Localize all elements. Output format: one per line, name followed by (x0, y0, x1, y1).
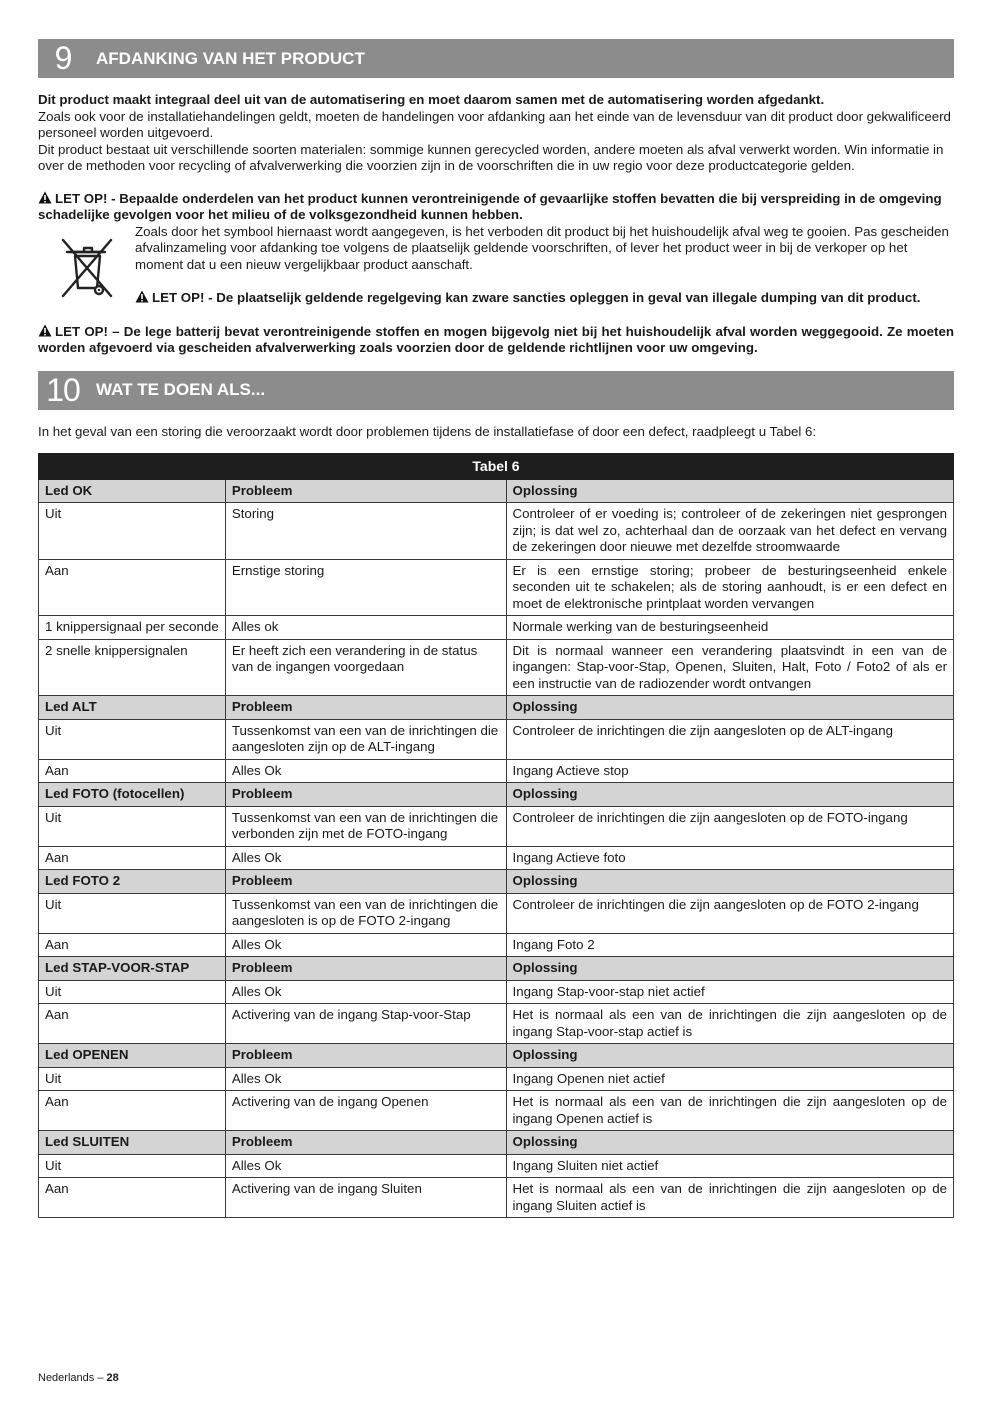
page-footer (38, 1372, 119, 1384)
solution-cell: Normale werking van de besturingseenheid (506, 616, 953, 640)
solution-header-cell: Oplossing (506, 696, 953, 720)
solution-cell: Controleer de inrichtingen die zijn aangesloten op de FOTO 2-ingang (506, 893, 953, 933)
table-caption: Tabel 6 (39, 454, 954, 480)
problem-header-cell: Probleem (225, 479, 506, 503)
solution-cell: Het is normaal als een van de inrichtingen die zijn aangesloten op de ingang Stap-voor-stap actief is (506, 1004, 953, 1044)
solution-cell: Ingang Actieve stop (506, 759, 953, 783)
problem-cell: Activering van de ingang Stap-voor-Stap (225, 1004, 506, 1044)
warning-triangle-icon (38, 324, 52, 337)
table-row (39, 1004, 954, 1044)
led-state-cell: Aan (39, 1004, 226, 1044)
section-number: 10 (46, 371, 80, 408)
paragraph: Dit product bestaat uit verschillende soorten materialen: sommige kunnen gerecycled worden, andere moeten als afval verwerkt worden. Win informatie in over de methoden voor recycling of afvalverwerking die voorzien zijn in de voorschriften die in uw regio voor deze productcategorie gelden. (38, 141, 944, 173)
intro-bold: Dit product maakt integraal deel uit van de automatisering en moet daarom samen met de automatisering worden afgedankt. (38, 92, 825, 107)
led-header-cell: Led OPENEN (39, 1044, 226, 1068)
table-row (39, 933, 954, 957)
solution-cell: Dit is normaal wanneer een verandering plaatsvindt in een van de ingangen: Stap-voor-Stap, Openen, Sluiten, Halt, Foto / Foto2 of als er een instructie van de radiozender wordt ontvangen (506, 639, 953, 696)
problem-cell: Activering van de ingang Openen (225, 1091, 506, 1131)
led-header-cell: Led STAP-VOOR-STAP (39, 957, 226, 981)
problem-header-cell: Probleem (225, 696, 506, 720)
solution-header-cell: Oplossing (506, 479, 953, 503)
table-row (39, 1154, 954, 1178)
table-caption-row (39, 454, 954, 480)
problem-header-cell: Probleem (225, 1044, 506, 1068)
led-state-cell: Aan (39, 759, 226, 783)
led-header-cell: Led ALT (39, 696, 226, 720)
solution-header-cell: Oplossing (506, 1131, 953, 1155)
table-row (39, 503, 954, 560)
led-state-cell: 1 knippersignaal per seconde (39, 616, 226, 640)
problem-cell: Storing (225, 503, 506, 560)
table-row (39, 1178, 954, 1218)
warning-text: LET OP! - De plaatselijk geldende regelgeving kan zware sancties opleggen in geval van illegale dumping van dit product. (152, 290, 921, 305)
problem-cell: Alles Ok (225, 1154, 506, 1178)
footer-language: Nederlands – (38, 1372, 107, 1384)
table-group-header (39, 1131, 954, 1155)
table-row (39, 1067, 954, 1091)
section-number: 9 (54, 40, 72, 76)
table-group-header (39, 783, 954, 807)
warning-text: LET OP! - Bepaalde onderdelen van het product kunnen verontreinigende of gevaarlijke stoffen bevatten die bij verspreiding in de omgeving schadelijke gevolgen voor het milieu of de volksgezondheid kunnen hebben. (38, 190, 942, 222)
solution-cell: Controleer de inrichtingen die zijn aangesloten op de ALT-ingang (506, 719, 953, 759)
problem-cell: Alles Ok (225, 846, 506, 870)
solution-cell: Ingang Sluiten niet actief (506, 1154, 953, 1178)
problem-header-cell: Probleem (225, 1131, 506, 1155)
solution-header-cell: Oplossing (506, 783, 953, 807)
problem-header-cell: Probleem (225, 783, 506, 807)
paragraph: Zoals ook voor de installatiehandelingen geldt, moeten de handelingen voor afdanking aan het einde van de levensduur van dit product door gekwalificeerd personeel worden uitgevoerd. (38, 108, 951, 140)
warning-paragraph (38, 324, 954, 357)
table-row (39, 639, 954, 696)
section-10-header (38, 371, 954, 410)
led-header-cell: Led FOTO 2 (39, 870, 226, 894)
problem-cell: Er heeft zich een verandering in de status van de ingangen voorgedaan (225, 639, 506, 696)
solution-cell: Er is een ernstige storing; probeer de besturingseenheid enkele seconden uit te schakelen; als de storing aanhoudt, is er een defect en moet de elektronische printplaat worden vervangen (506, 559, 953, 616)
warning-text: LET OP! – De lege batterij bevat verontreinigende stoffen en mogen bijgevolg niet bij het huishoudelijk afval worden weggegooid. Ze moeten worden afgevoerd via gescheiden afvalverwerking zoals voorzien door de geldende richtlijnen voor uw omgeving. (38, 323, 954, 355)
paragraph: Zoals door het symbool hiernaast wordt aangegeven, is het verboden dit product bij het huishoudelijk afval weg te gooien. Pas gescheiden afvalinzameling voor afdanking toe volgens de plaatselijk geldende voorschriften, of lever het product weer in bij de verkoper op het moment dat u een nieuw vergelijkbaar product aanschaft. (135, 223, 949, 272)
problem-cell: Alles Ok (225, 980, 506, 1004)
solution-header-cell: Oplossing (506, 1044, 953, 1068)
solution-header-cell: Oplossing (506, 957, 953, 981)
led-state-cell: Aan (39, 846, 226, 870)
page (38, 39, 954, 1218)
solution-cell: Controleer of er voeding is; controleer of de zekeringen niet gesprongen zijn; is dat wel zo, achterhaal dan de oorzaak van het defect en vervang de zekeringen door nieuwe met dezelfde stroomwaarde (506, 503, 953, 560)
solution-cell: Het is normaal als een van de inrichtingen die zijn aangesloten op de ingang Openen actief is (506, 1091, 953, 1131)
table-group-header (39, 870, 954, 894)
problem-header-cell: Probleem (225, 957, 506, 981)
table-row (39, 759, 954, 783)
solution-cell: Ingang Openen niet actief (506, 1067, 953, 1091)
solution-header-cell: Oplossing (506, 870, 953, 894)
table-row (39, 846, 954, 870)
problem-cell: Alles Ok (225, 759, 506, 783)
solution-cell: Ingang Actieve foto (506, 846, 953, 870)
table-intro: In het geval van een storing die veroorzaakt wordt door problemen tijdens de installatiefase of door een defect, raadpleegt u Tabel 6: (38, 423, 817, 439)
led-state-cell: Aan (39, 559, 226, 616)
table-row (39, 719, 954, 759)
table-row (39, 893, 954, 933)
led-state-cell: 2 snelle knippersignalen (39, 639, 226, 696)
solution-cell: Ingang Foto 2 (506, 933, 953, 957)
problem-cell: Activering van de ingang Sluiten (225, 1178, 506, 1218)
troubleshooting-table (38, 453, 954, 1218)
table-row (39, 806, 954, 846)
led-state-cell: Aan (39, 1178, 226, 1218)
problem-cell: Tussenkomst van een van de inrichtingen die aangesloten zijn op de ALT-ingang (225, 719, 506, 759)
table-row (39, 980, 954, 1004)
led-state-cell: Uit (39, 893, 226, 933)
led-state-cell: Aan (39, 933, 226, 957)
recycle-block (38, 224, 954, 307)
problem-cell: Alles ok (225, 616, 506, 640)
section-9-header (38, 39, 954, 78)
led-state-cell: Uit (39, 980, 226, 1004)
warning-paragraph (38, 191, 954, 224)
table-group-header (39, 957, 954, 981)
crossed-out-wheelie-bin-icon (38, 224, 135, 307)
led-header-cell: Led FOTO (fotocellen) (39, 783, 226, 807)
led-state-cell: Uit (39, 1154, 226, 1178)
problem-header-cell: Probleem (225, 870, 506, 894)
table-group-header (39, 696, 954, 720)
solution-cell: Het is normaal als een van de inrichtingen die zijn aangesloten op de ingang Sluiten actief is (506, 1178, 953, 1218)
led-state-cell: Uit (39, 719, 226, 759)
led-state-cell: Uit (39, 1067, 226, 1091)
warning-triangle-icon (38, 191, 52, 204)
warning-paragraph (135, 290, 954, 307)
solution-cell: Ingang Stap-voor-stap niet actief (506, 980, 953, 1004)
led-state-cell: Uit (39, 503, 226, 560)
led-header-cell: Led OK (39, 479, 226, 503)
table-row (39, 1091, 954, 1131)
section-title: WAT TE DOEN ALS... (96, 380, 266, 399)
section-title: AFDANKING VAN HET PRODUCT (96, 48, 365, 68)
disposal-intro (38, 92, 954, 175)
table-row (39, 559, 954, 616)
led-state-cell: Aan (39, 1091, 226, 1131)
problem-cell: Ernstige storing (225, 559, 506, 616)
recycle-text (135, 224, 954, 307)
solution-cell: Controleer de inrichtingen die zijn aangesloten op de FOTO-ingang (506, 806, 953, 846)
problem-cell: Tussenkomst van een van de inrichtingen die aangesloten is op de FOTO 2-ingang (225, 893, 506, 933)
problem-cell: Alles Ok (225, 1067, 506, 1091)
page-number: 28 (106, 1372, 119, 1384)
table-group-header (39, 1044, 954, 1068)
table-row (39, 616, 954, 640)
led-state-cell: Uit (39, 806, 226, 846)
led-header-cell: Led SLUITEN (39, 1131, 226, 1155)
table-group-header (39, 479, 954, 503)
warning-triangle-icon (135, 290, 149, 303)
problem-cell: Alles Ok (225, 933, 506, 957)
problem-cell: Tussenkomst van een van de inrichtingen die verbonden zijn met de FOTO-ingang (225, 806, 506, 846)
